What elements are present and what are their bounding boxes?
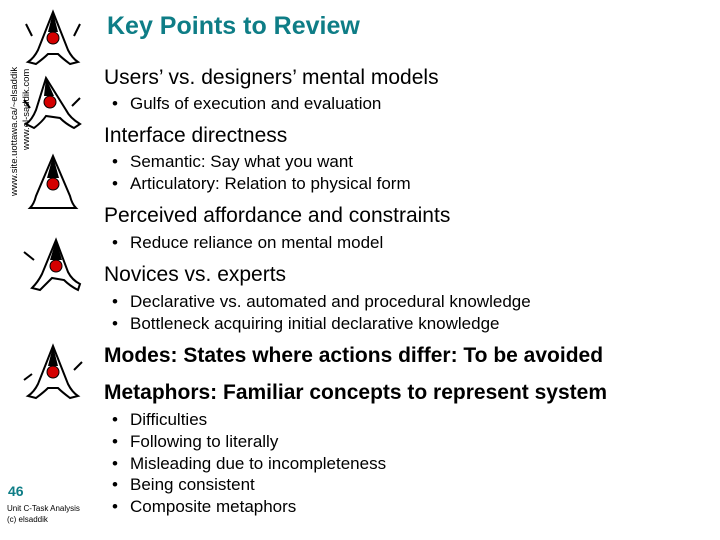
duke-mascot-icon [22,6,84,70]
duke-mascot-icon [22,340,84,404]
url-line-1: www.site.uottawa.ca/~elsaddik [9,66,20,196]
bullet-icon: • [112,432,118,451]
heading-interface-directness: Interface directness [104,124,288,147]
bullet-item: • Composite metaphors [112,497,297,516]
duke-mascot-icon [22,70,84,134]
bullet-item: • Following to literally [112,432,279,451]
url-line-2: www.el-saddik.com [21,68,32,150]
footer-copyright: (c) elsaddik [7,515,48,524]
bullet-item: • Bottleneck acquiring initial declarative knowledge [112,314,500,333]
slide-number: 46 [8,483,24,499]
bullet-icon: • [112,410,118,429]
bullet-item: • Gulfs of execution and evaluation [112,94,382,113]
bullet-item: • Difficulties [112,410,208,429]
bullet-item: • Semantic: Say what you want [112,152,354,171]
bullet-icon: • [112,233,118,252]
heading-novices-experts: Novices vs. experts [104,263,287,286]
bullet-item: • Declarative vs. automated and procedural knowledge [112,292,531,311]
bullet-icon: • [112,475,118,494]
heading-affordance: Perceived affordance and constraints [104,204,451,227]
heading-metaphors: Metaphors: Familiar concepts to represent system [104,381,607,404]
bullet-icon: • [112,94,118,113]
duke-mascot-icon [22,232,84,296]
slide-title: Key Points to Review [107,12,360,40]
bullet-icon: • [112,152,118,171]
heading-mental-models: Users’ vs. designers’ mental models [104,66,439,89]
bullet-item: • Being consistent [112,475,255,494]
heading-modes: Modes: States where actions differ: To be avoided [104,344,604,367]
duke-mascot-icon [22,150,84,214]
bullet-icon: • [112,174,118,193]
bullet-item: • Articulatory: Relation to physical form [112,174,411,193]
bullet-icon: • [112,314,118,333]
bullet-item: • Misleading due to incompleteness [112,454,387,473]
bullet-icon: • [112,292,118,311]
bullet-item: • Reduce reliance on mental model [112,233,384,252]
footer-course: Unit C-Task Analysis [7,504,80,513]
bullet-icon: • [112,454,118,473]
bullet-icon: • [112,497,118,516]
